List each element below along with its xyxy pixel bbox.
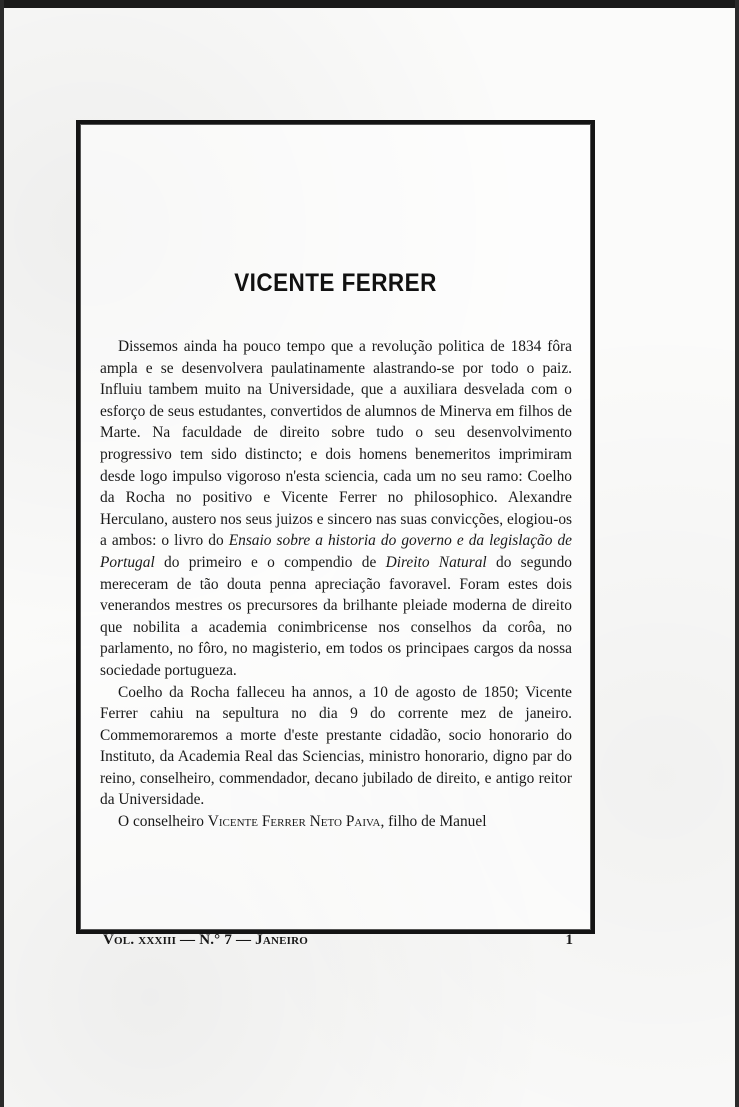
text-run: Coelho da Rocha falleceu ha annos, a 10 de agosto de 1850; Vicente Ferrer cahiu na sepultura no dia 9 do corrente mez de janeiro. Commemoraremos a morte d'este prestante cidadão, socio honorario do Instituto, da Academia Real das Sciencias, ministro honorario, digno par do reino, conselheiro, commendador, decano jubilado de direito, e antigo reitor da Universidade. [100, 683, 572, 809]
page-number: 1 [565, 932, 573, 948]
text-run: do primeiro e o compendio de [154, 553, 386, 571]
article-paragraph [100, 811, 572, 833]
text-run: , filho de Manuel [380, 813, 487, 831]
text-run: O conselheiro [118, 813, 208, 831]
article-title: VICENTE FERRER [234, 269, 437, 297]
volume-line: Vol. xxxiii — N.° 7 — Janeiro [103, 932, 309, 948]
article-body [100, 336, 572, 833]
subject-name: Vicente Ferrer Neto Paiva [207, 813, 381, 831]
article-paragraph [100, 336, 572, 682]
article-paragraph [100, 682, 572, 812]
book-title-ensaio: Ensaio sobre a historia do governo e da legislação de Portugal [100, 532, 572, 571]
text-run: Dissemos ainda ha pouco tempo que a revolução politica de 1834 fôra ampla e se desenvolvera paulatinamente alastrando-se por todo o paiz. Influiu tambem muito na Universidade, que a auxiliara desvelada com o esforço de seus estudantes, convertidos de alumnos de Minerva em filhos de Marte. Na faculdade de direito sobre tudo o seu desenvolvimento progressivo tem sido distincto; e dois homens benemeritos imprimiram desde logo impulso vigoroso n'esta sciencia, cada um no seu ramo: Coelho da Rocha no positivo e Vicente Ferrer no philosophico. Alexandre Herculano, austero nos seus juizos e sincero nas suas convicções, elogiou-os a ambos: o livro do [100, 338, 572, 550]
text-run: do segundo mereceram de tão douta penna apreciação favoravel. Foram estes dois venerandos mestres os precursores da brilhante pleiade moderna de direito que nobilita a academia conimbricense nos conselhos da corôa, no parlamento, no fôro, no magisterio, em todos os principaes cargos da nossa sociedade portugueza. [100, 553, 572, 679]
scan-edge-right [735, 0, 739, 1107]
book-title-direito-natural: Direito Natural [385, 553, 487, 571]
scan-edge-top [0, 0, 739, 8]
article-frame [76, 120, 595, 934]
